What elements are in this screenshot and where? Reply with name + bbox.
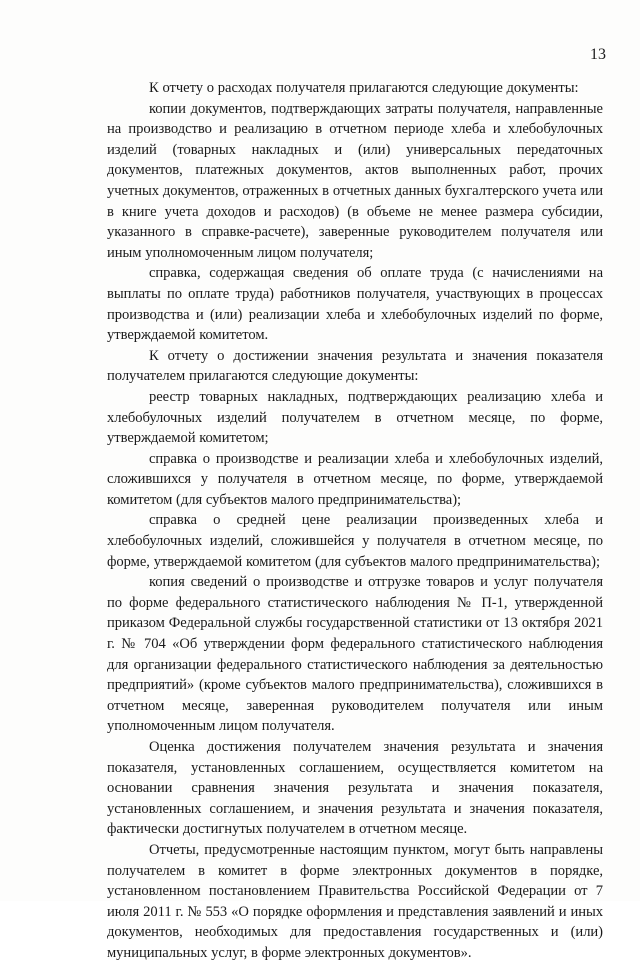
paragraph: копии документов, подтверждающих затраты получателя, направленные на производство и реализацию в отчетном периоде хлеба и хлебобулочных изделий (товарных накладных и (или) универсальных передаточных документов, платежных документов, актов выполненных работ, прочих учетных документов, отраженных в отчетных данных бухгалтерского учета или в книге учета доходов и расходов) (в объеме не менее размера субсидии, указанного в справке-расчете), заверенные руководителем получателя или иным уполномоченным лицом получателя; (107, 100, 604, 261)
paragraph: реестр товарных накладных, подтверждающих реализацию хлеба и хлебобулочных изделий получателем в отчетном месяце, по форме, утверждаемой комитетом; (107, 388, 603, 447)
paragraph: справка о средней цене реализации произведенных хлеба и хлебобулочных изделий, сложившейся у получателя в отчетном месяце, по форме, утверждаемой комитетом (для субъектов малого предпринимательства); (107, 512, 603, 570)
paragraph: К отчету о расходах получателя прилагаются следующие документы: (149, 80, 579, 96)
paragraph: копия сведений о производстве и отгрузке товаров и услуг получателя по форме федерального статистического наблюдения № П-1, утвержденной приказом Федеральной службы государственной статистики от 13 октября 2021 г. № 704 «Об утверждении форм федерального статистического наблюдения для организации федерального статистического наблюдения за деятельностью предприятий» (кроме субъектов малого предпринимательства), сложившихся в отчетном месяце, заверенная руководителем получателя или иным уполномоченным лицом получателя. (107, 574, 603, 735)
paragraph: Отчеты, предусмотренные настоящим пунктом, могут быть направлены получателем в комитет в форме электронных документов в порядке, установленном постановлением Правительства Российской Федерации от 7 июля 2011 г. № 553 «О порядке оформления и представления заявлений и иных документов, необходимых для предоставления государственных и (или) муниципальных услуг, в форме электронных документов». (107, 841, 603, 961)
paragraph: справка, содержащая сведения об оплате труда (с начислениями на выплаты по оплате труда) работников получателя, участвующих в процессах производства и (или) реализации хлеба и хлебобулочных изделий по форме, утверждаемой комитетом. (107, 265, 603, 344)
paragraph: Оценка достижения получателем значения результата и значения показателя, установленных соглашением, осуществляется комитетом на основании сравнения значения результата и значения показателя, установленных соглашением, и значения результата и значения показателя, фактически достигнутых получателем в отчетном месяце. (107, 739, 603, 838)
page-number: 13 (590, 46, 606, 63)
paragraph: справка о производстве и реализации хлеба и хлебобулочных изделий, сложившихся у получателя в отчетном месяце, по форме, утверждаемой комитетом (для субъектов малого предпринимательства); (107, 450, 603, 508)
paragraph: К отчету о достижении значения результата и значения показателя получателем прилагаются следующие документы: (107, 347, 603, 385)
document-body (107, 78, 603, 964)
